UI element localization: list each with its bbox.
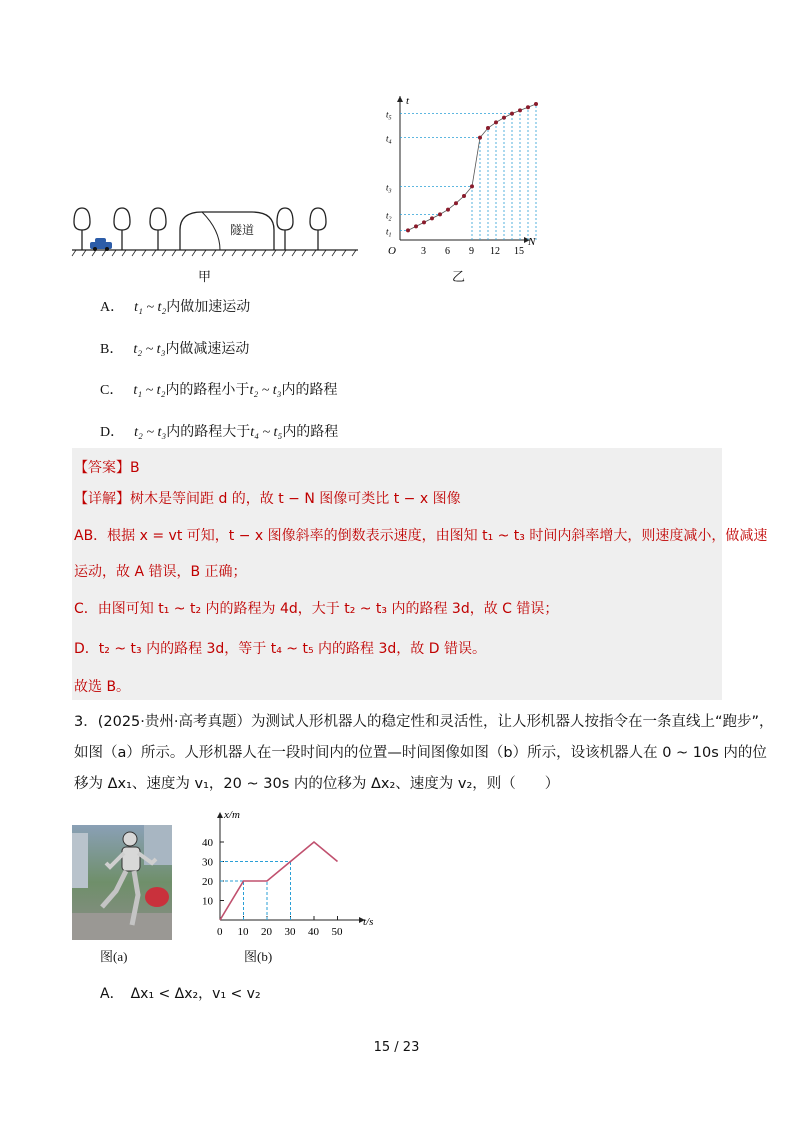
tree-icon	[114, 208, 130, 250]
question3-line1: 3．(2025·贵州·高考真题）为测试人形机器人的稳定性和灵活性，让人形机器人按指令在一条直线上“跑步”，	[74, 714, 774, 730]
data-point	[446, 208, 450, 212]
x-tick-label: 30	[284, 926, 296, 938]
y-tick-label: $t_5$	[386, 109, 392, 122]
page-number: 15 / 23	[373, 1040, 420, 1055]
data-point	[526, 105, 530, 109]
y-tick-label: 40	[202, 837, 213, 849]
tunnel-label: 隧道	[230, 223, 255, 237]
y-tick-label: 20	[202, 876, 213, 888]
x-tick-label: 12	[490, 246, 500, 257]
origin-label: O	[388, 245, 396, 257]
question3-line3: 移为 Δx₁、速度为 v₁，20 ~ 30s 内的位移为 Δx₂、速度为 v₂，则（ ）	[74, 776, 560, 792]
series-line	[408, 186, 472, 230]
y-tick-subscript: 5	[388, 115, 392, 122]
series-line	[472, 138, 480, 187]
y-axis-arrow	[397, 96, 403, 102]
answer-detail-4: D．t₂ ~ t₃ 内的路程 3d，等于 t₄ ~ t₅ 内的路程 3d，故 D 错误。	[74, 641, 486, 657]
data-point	[494, 120, 498, 124]
y-tick-label: $t_4$	[386, 133, 392, 146]
answer-detail-2b: 运动，故 A 错误，B 正确；	[74, 564, 247, 580]
car-icon	[90, 238, 112, 251]
y-tick-subscript: 2	[388, 216, 392, 223]
data-point	[470, 184, 474, 188]
data-point	[518, 108, 522, 112]
y-tick-label: $t_3$	[386, 182, 392, 195]
data-point	[502, 116, 506, 120]
x-tick-label: 50	[331, 926, 343, 938]
q3-option-a[interactable]: A． Δx₁ < Δx₂，v₁ < v₂	[100, 986, 261, 1002]
answer-detail-1: 【详解】树木是等间距 d 的，故 t − N 图像可类比 t − x 图像	[74, 491, 461, 507]
figure-a-caption: 图(a)	[100, 949, 128, 964]
y-axis-label: x/m	[224, 809, 240, 821]
x-tick-label: 9	[469, 246, 474, 257]
data-point	[454, 201, 458, 205]
data-point	[438, 212, 442, 216]
data-point	[510, 112, 514, 116]
option-d[interactable]: D． t₂ ~ t₃内的路程大于t₄ ~ t₅内的路程	[100, 424, 339, 440]
figure-jia-trees-tunnel	[70, 200, 360, 260]
y-tick-label: 30	[202, 856, 213, 869]
x-tick-label: 15	[514, 246, 524, 257]
x-tick-label: 0	[217, 926, 223, 938]
x-tick-label: 10	[237, 926, 249, 938]
x-tick-label: 20	[261, 926, 272, 938]
y-axis-arrow	[217, 812, 223, 818]
data-point	[414, 224, 418, 228]
x-tick-label: 3	[421, 246, 426, 257]
y-tick-label: $t_1$	[386, 226, 392, 239]
data-point	[478, 136, 482, 140]
option-c[interactable]: C． t₁ ~ t₂内的路程小于t₂ ~ t₃内的路程	[100, 382, 338, 398]
answer-detail-3: C．由图可知 t₁ ~ t₂ 内的路程为 4d，大于 t₂ ~ t₃ 内的路程 3d，故 C 错误；	[74, 601, 559, 617]
y-tick-subscript: 4	[388, 139, 392, 146]
tree-icon	[150, 208, 166, 250]
y-tick-subscript: 3	[388, 188, 392, 195]
option-b[interactable]: B． t₂ ~ t₃内做减速运动	[100, 341, 250, 357]
tree-icon	[310, 208, 326, 250]
figure-yi-caption: 乙	[452, 269, 466, 284]
figure-yi-chart	[380, 88, 540, 263]
robot-photo	[72, 825, 172, 940]
y-tick-label: $t_2$	[386, 210, 392, 223]
x-tick-label: 40	[308, 926, 319, 938]
question3-line2: 如图（a）所示。人形机器人在一段时间内的位置—时间图像如图（b）所示，设该机器人在 0 ~ 10s 内的位	[74, 745, 767, 761]
x-axis-label: N	[528, 236, 536, 248]
data-point	[422, 220, 426, 224]
y-axis-label: t	[406, 95, 410, 107]
data-point	[462, 194, 466, 198]
y-tick-subscript: 1	[388, 232, 392, 239]
data-point	[534, 102, 538, 106]
tree-icon	[74, 208, 90, 250]
x-axis-label: t/s	[363, 916, 374, 928]
data-point	[406, 228, 410, 232]
figure-b-chart	[195, 800, 395, 945]
answer-label: 【答案】B	[74, 460, 140, 476]
option-a[interactable]: A． t₁ ~ t₂内做加速运动	[100, 299, 251, 315]
data-point	[430, 216, 434, 220]
x-tick-label: 6	[445, 246, 450, 257]
tree-icon	[277, 208, 293, 250]
answer-conclusion: 故选 B。	[74, 679, 131, 695]
data-point	[486, 126, 490, 130]
figure-b-caption: 图(b)	[244, 949, 273, 964]
y-tick-label: 10	[202, 895, 213, 908]
figure-jia-caption: 甲	[198, 269, 212, 284]
answer-detail-2a: AB．根据 x = vt 可知，t − x 图像斜率的倒数表示速度，由图知 t₁ ~ t₃ 时间内斜率增大，则速度减小，做减速	[74, 528, 768, 544]
